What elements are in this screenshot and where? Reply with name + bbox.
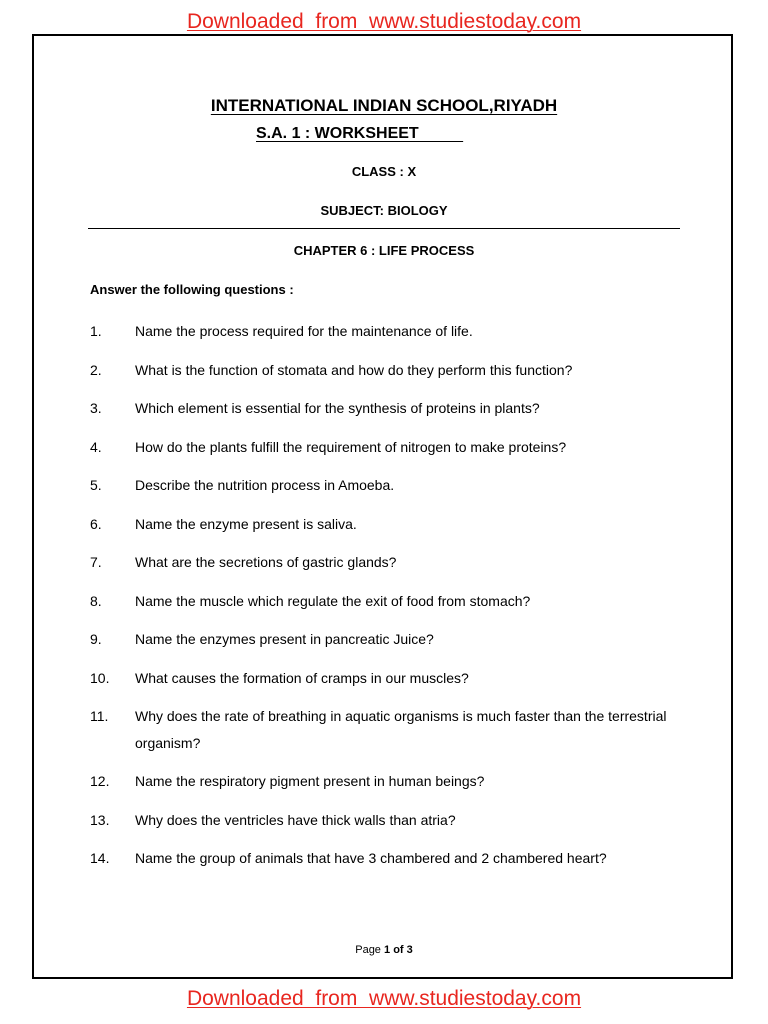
- question-number: 4.: [90, 438, 102, 455]
- question-number: 14.: [90, 850, 110, 866]
- question-number: 8.: [90, 592, 102, 609]
- question-number: 13.: [90, 811, 110, 828]
- question-text: What are the secretions of gastric glands?: [135, 554, 397, 570]
- header-divider: [88, 228, 680, 229]
- subject-label: SUBJECT: BIOLOGY: [320, 203, 448, 218]
- question-item: [90, 845, 690, 872]
- watermark-top: Downloaded from www.studiestoday.com: [186, 10, 582, 33]
- question-text: Name the muscle which regulate the exit of food from stomach?: [135, 592, 531, 609]
- question-text: What is the function of stomata and how do they perform this function?: [135, 361, 573, 378]
- question-number: 7.: [90, 554, 102, 570]
- question-number: 11.: [90, 708, 109, 724]
- question-item: [90, 768, 690, 795]
- question-list: [90, 318, 690, 884]
- question-number: 1.: [90, 323, 102, 339]
- question-item: [90, 588, 690, 615]
- worksheet-title: S.A. 1 : WORKSHEET: [256, 125, 464, 142]
- page-of-word: of: [393, 944, 404, 956]
- page-total: 3: [406, 944, 413, 956]
- question-item: [90, 626, 690, 653]
- question-text: What causes the formation of cramps in our muscles?: [135, 669, 469, 686]
- question-text: Which element is essential for the synthesis of proteins in plants?: [135, 400, 540, 416]
- instruction-text: Answer the following questions :: [90, 282, 294, 297]
- question-number: 12.: [90, 773, 110, 789]
- chapter-title: CHAPTER 6 : LIFE PROCESS: [293, 243, 475, 258]
- school-name: INTERNATIONAL INDIAN SCHOOL,RIYADH: [210, 96, 558, 115]
- question-item: [90, 511, 690, 538]
- question-text: Name the respiratory pigment present in human beings?: [135, 773, 485, 789]
- question-item: [90, 318, 690, 345]
- question-item: [90, 807, 690, 834]
- question-number: 9.: [90, 631, 102, 647]
- question-text: Name the enzyme present is saliva.: [135, 515, 357, 532]
- class-label: CLASS : X: [351, 164, 417, 179]
- page-number: [0, 944, 768, 956]
- page-word: Page: [355, 944, 381, 956]
- question-number: 6.: [90, 515, 102, 532]
- page-current: 1: [384, 944, 391, 956]
- question-text: How do the plants fulfill the requirement of nitrogen to make proteins?: [135, 438, 567, 455]
- question-item: [90, 357, 690, 384]
- question-text: Describe the nutrition process in Amoeba.: [135, 477, 395, 493]
- question-item: [90, 703, 690, 756]
- question-text: Why does the ventricles have thick walls than atria?: [135, 811, 456, 828]
- question-item: [90, 549, 690, 576]
- question-number: 2.: [90, 361, 102, 378]
- question-text: Name the enzymes present in pancreatic Juice?: [135, 631, 434, 647]
- question-text: Name the process required for the maintenance of life.: [135, 323, 473, 339]
- question-number: 10.: [90, 669, 110, 686]
- question-item: [90, 665, 690, 692]
- question-number: 3.: [90, 400, 102, 416]
- question-item: [90, 395, 690, 422]
- question-number: 5.: [90, 477, 102, 493]
- question-item: [90, 434, 690, 461]
- question-text: Name the group of animals that have 3 chambered and 2 chambered heart?: [135, 850, 607, 866]
- question-item: [90, 472, 690, 499]
- watermark-bottom: Downloaded from www.studiestoday.com: [186, 987, 582, 1010]
- question-text: Why does the rate of breathing in aquatic organisms is much faster than the terrestrial organism?: [135, 708, 667, 751]
